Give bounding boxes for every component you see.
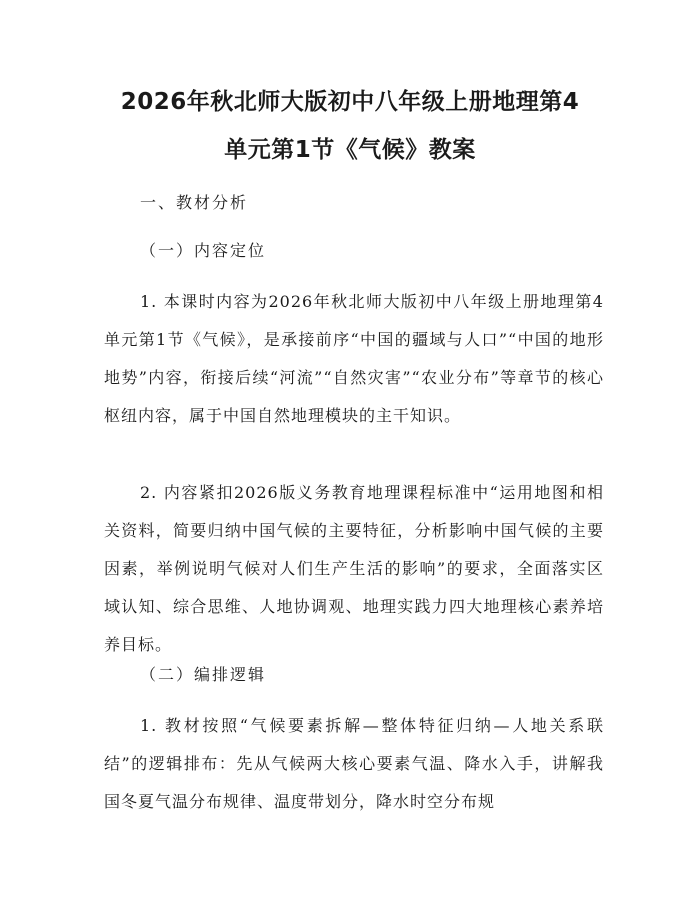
- paragraph-content-positioning-2: 2. 内容紧扣2026版义务教育地理课程标准中“运用地图和相关资料，简要归纳中国气候的主要特征，分析影响中国气候的主要因素，举例说明气候对人们生产生活的影响”的要求，全面落实区域认知、综合思维、人地协调观、地理实践力四大地理核心素养培养目标。: [104, 483, 604, 654]
- document-title-line-1: 2026年秋北师大版初中八年级上册地理第4: [120, 89, 580, 115]
- document-title-line-2: 单元第1节《气候》教案: [224, 137, 476, 163]
- paragraph-arrangement-logic-1: 1. 教材按照“气候要素拆解—整体特征归纳—人地关系联结”的逻辑排布：先从气候两大核心要素气温、降水入手，讲解我国冬夏气温分布规律、温度带划分，降水时空分布规: [104, 716, 604, 811]
- subsection-heading-content-positioning: （一）内容定位: [140, 241, 267, 260]
- section-heading-textbook-analysis: 一、教材分析: [140, 193, 249, 212]
- subsection-heading-arrangement-logic: （二）编排逻辑: [140, 665, 267, 684]
- paragraph-content-positioning-1: 1. 本课时内容为2026年秋北师大版初中八年级上册地理第4单元第1节《气候》，是承接前序“中国的疆域与人口”“中国的地形地势”内容，衔接后续“河流”“自然灾害”“农业分布”等章节的核心枢纽内容，属于中国自然地理模块的主干知识。: [104, 292, 604, 425]
